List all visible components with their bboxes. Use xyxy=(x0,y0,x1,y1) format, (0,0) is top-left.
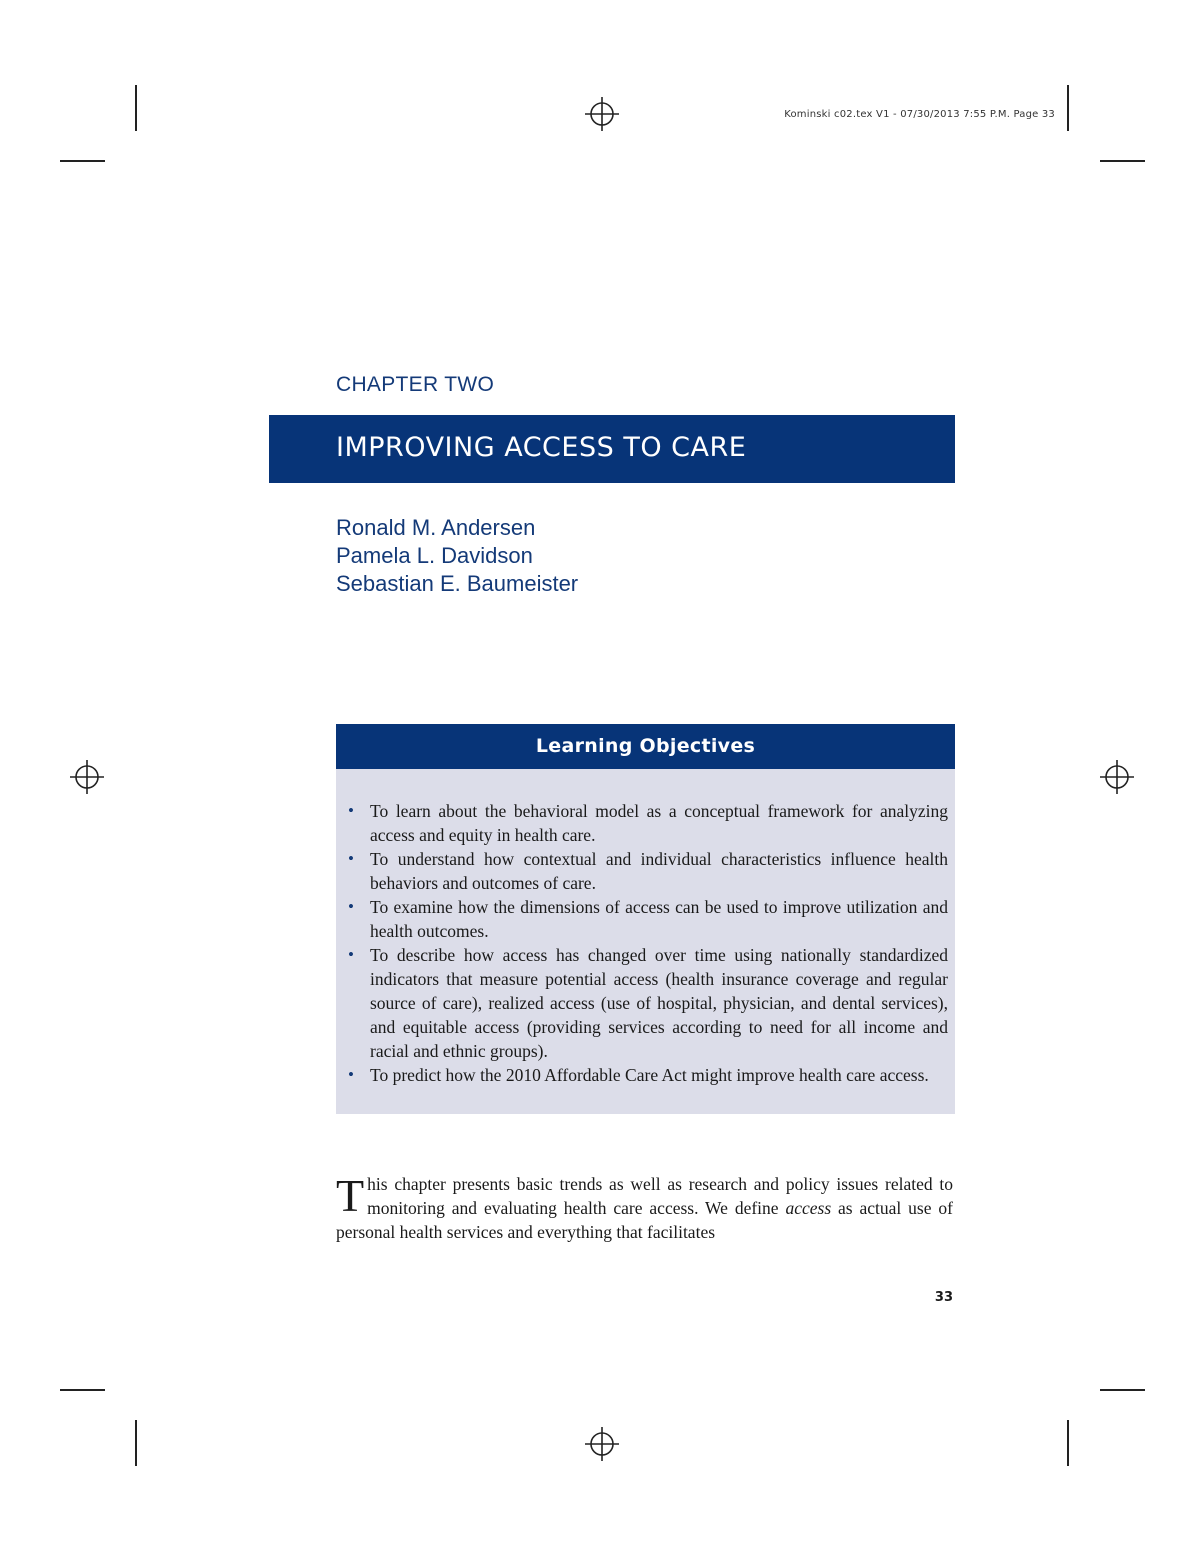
learning-objectives-box xyxy=(336,724,955,1114)
registration-mark-bottom xyxy=(585,1427,619,1461)
list-item xyxy=(348,943,948,1063)
bullet-icon: • xyxy=(348,801,354,820)
running-header-slug: Kominski c02.tex V1 - 07/30/2013 7:55 P.M. Page 33 xyxy=(784,109,1055,120)
chapter-title: IMPROVING ACCESS TO CARE xyxy=(336,432,747,463)
bullet-icon: • xyxy=(348,849,354,868)
crop-mark-bottom-right-vertical xyxy=(1067,1420,1069,1466)
crop-mark-top-left-vertical xyxy=(135,85,137,131)
objective-text: To understand how contextual and individual characteristics influence health behaviors and outcomes of care. xyxy=(370,849,948,893)
crop-mark-top-left-horizontal xyxy=(60,160,105,162)
author-name: Ronald M. Andersen xyxy=(336,515,536,540)
chapter-label: CHAPTER TWO xyxy=(336,373,495,396)
registration-mark-left xyxy=(70,760,104,794)
crop-mark-top-right-horizontal xyxy=(1100,160,1145,162)
objective-text: To describe how access has changed over time using nationally standardized indicators that measure potential access (health insurance coverage and regular source of care), realized access (use of hospital, physician, and dental services), and equitable access (providing services according to need for all income and racial and ethnic groups). xyxy=(370,945,948,1061)
registration-mark-right xyxy=(1100,760,1134,794)
crop-mark-bottom-left-vertical xyxy=(135,1420,137,1466)
list-item xyxy=(348,895,948,943)
list-item xyxy=(348,1063,948,1087)
objective-text: To examine how the dimensions of access can be used to improve utilization and health outcomes. xyxy=(370,897,948,941)
chapter-title-bar xyxy=(269,415,955,483)
body-text-start: his chapter presents basic trends as well as research and policy issues related to monitoring and evaluating health care access. We define xyxy=(367,1174,953,1218)
crop-mark-bottom-left-horizontal xyxy=(60,1389,105,1391)
page-number: 33 xyxy=(934,1290,953,1305)
emphasized-term: access xyxy=(785,1198,832,1218)
author-name: Pamela L. Davidson xyxy=(336,543,533,568)
objective-text: To predict how the 2010 Affordable Care Act might improve health care access. xyxy=(370,1065,929,1085)
bullet-icon: • xyxy=(348,897,354,916)
list-item xyxy=(348,799,948,847)
bullet-icon: • xyxy=(348,945,354,964)
bullet-icon: • xyxy=(348,1065,354,1084)
body-text-end: as actual use of personal health services and everything that facilitates xyxy=(336,1198,953,1242)
learning-objectives-list xyxy=(348,799,948,1087)
learning-objectives-heading: Learning Objectives xyxy=(336,724,955,769)
author-list xyxy=(336,514,578,598)
crop-mark-top-right-vertical xyxy=(1067,85,1069,131)
objective-text: To learn about the behavioral model as a conceptual framework for analyzing access and equity in health care. xyxy=(370,801,948,845)
author-name: Sebastian E. Baumeister xyxy=(336,571,579,596)
list-item xyxy=(348,847,948,895)
drop-cap: T xyxy=(336,1170,365,1221)
crop-mark-bottom-right-horizontal xyxy=(1100,1389,1145,1391)
body-paragraph xyxy=(336,1172,953,1244)
registration-mark-top xyxy=(585,97,619,131)
